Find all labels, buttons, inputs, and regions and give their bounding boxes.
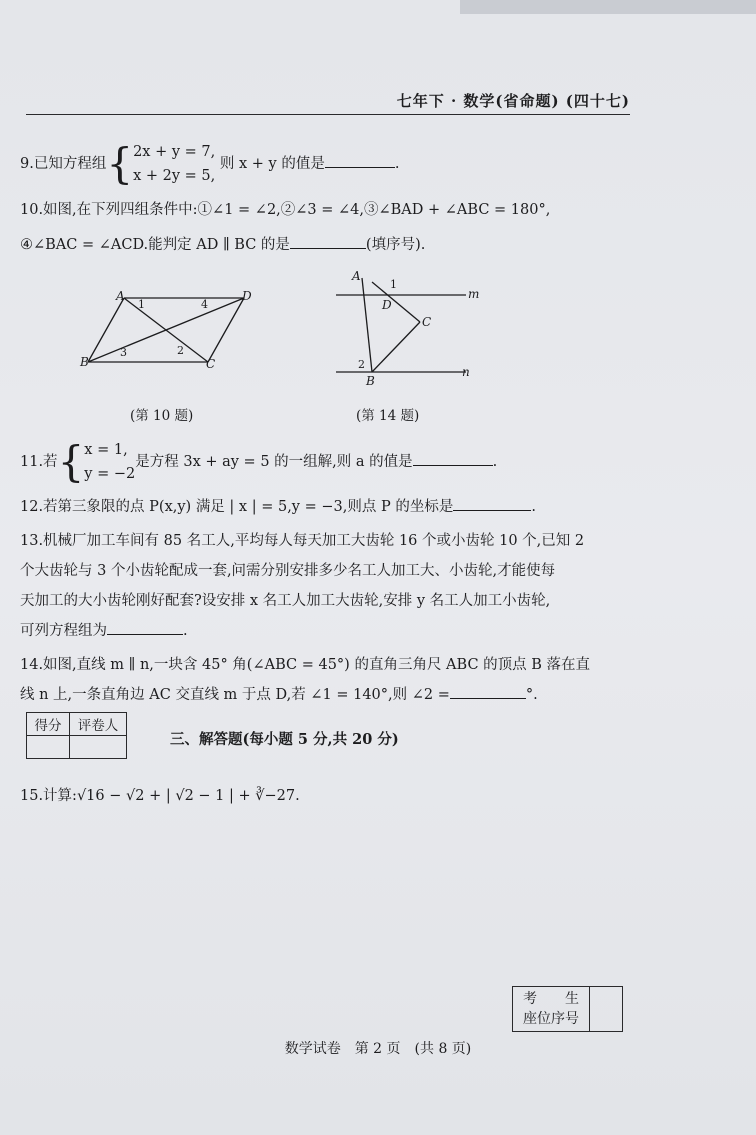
question-13: 13.机械厂加工车间有 85 名工人,平均每人每天加工大齿轮 16 个或小齿轮 10 个,已知 2 个大齿轮与 3 个小齿轮配成一套,问需分别安排多少名工人加工大、小齿轮,才能使每 天加工的大小齿轮刚好配套?设安排 x 名工人加工大齿轮,安排 y 名工人加工小齿轮, 可列方程组为 . bbox=[20, 533, 585, 639]
question-15: 15.计算:√16 − √2 + | √2 − 1 | + ∛−27. bbox=[20, 788, 300, 804]
brace: { bbox=[106, 139, 134, 188]
seat-number-box bbox=[512, 986, 623, 1032]
answer-blank[interactable] bbox=[450, 684, 526, 699]
page-footer: 数学试卷 第 2 页 (共 8 页) bbox=[284, 1041, 472, 1057]
question-11: 11.若{x = 1, y = −2是方程 3x + ay = 5 的一组解,则 a 的值是 . bbox=[20, 437, 498, 486]
label-m: m bbox=[468, 287, 480, 301]
equation-system: x = 1, y = −2 bbox=[84, 442, 136, 482]
question-14: 14.如图,直线 m ∥ n,一块含 45° 角(∠ABC = 45°) 的直角三角尺 ABC 的顶点 B 落在直 线 n 上,一条直角边 AC 交直线 m 于点 D,若 ∠1 = 140°,则 ∠2 = °. bbox=[20, 657, 591, 703]
header-rule bbox=[26, 114, 630, 115]
answer-blank[interactable] bbox=[290, 234, 366, 249]
label-A: A bbox=[116, 289, 125, 303]
angle-2: 2 bbox=[177, 344, 184, 357]
question-9: 9.已知方程组{2x + y = 7, x + 2y = 5, 则 x + y 的值是 . bbox=[20, 139, 400, 188]
answer-blank[interactable] bbox=[107, 620, 183, 635]
angle-4: 4 bbox=[201, 298, 208, 311]
section-title: 三、解答题(每小题 5 分,共 20 分) bbox=[170, 731, 399, 748]
grader-cell[interactable] bbox=[70, 736, 127, 759]
question-12: 12.若第三象限的点 P(x,y) 满足 | x | = 5,y = −3,则点 P 的坐标是 . bbox=[20, 496, 536, 517]
label-C: C bbox=[422, 315, 432, 329]
page-header: 七年下 · 数学(省命题) (四十七) bbox=[396, 92, 630, 110]
grader-header: 评卷人 bbox=[70, 713, 127, 736]
brace: { bbox=[57, 437, 85, 486]
label-n: n bbox=[462, 365, 470, 379]
seat-label: 考 生 座位序号 bbox=[513, 987, 590, 1032]
label-B: B bbox=[366, 374, 375, 388]
page-shadow bbox=[460, 0, 756, 14]
score-cell[interactable] bbox=[27, 736, 70, 759]
angle-1: 1 bbox=[138, 298, 145, 311]
answer-blank[interactable] bbox=[413, 451, 493, 466]
figure-10 bbox=[78, 286, 264, 374]
score-header: 得分 bbox=[27, 713, 70, 736]
caption-10: (第 10 题) bbox=[130, 408, 194, 424]
angle-3: 3 bbox=[120, 346, 127, 359]
label-B: B bbox=[80, 355, 89, 369]
question-10: 10.如图,在下列四组条件中:①∠1 = ∠2,②∠3 = ∠4,③∠BAD + ∠ABC = 180°, ④∠BAC = ∠ACD.能判定 AD ∥ BC 的是 (填序号). bbox=[20, 202, 551, 253]
angle-1: 1 bbox=[390, 278, 397, 291]
label-C: C bbox=[206, 357, 216, 371]
label-D: D bbox=[242, 289, 252, 303]
seat-number-field[interactable] bbox=[590, 987, 623, 1032]
caption-14: (第 14 题) bbox=[356, 408, 420, 424]
equation-system: 2x + y = 7, x + 2y = 5, bbox=[133, 144, 216, 184]
answer-blank[interactable] bbox=[453, 496, 531, 511]
score-table bbox=[26, 712, 127, 759]
figure-14 bbox=[332, 264, 482, 388]
label-D: D bbox=[382, 298, 392, 312]
label-A: A bbox=[352, 269, 361, 283]
angle-2: 2 bbox=[358, 358, 365, 371]
answer-blank[interactable] bbox=[325, 153, 395, 168]
